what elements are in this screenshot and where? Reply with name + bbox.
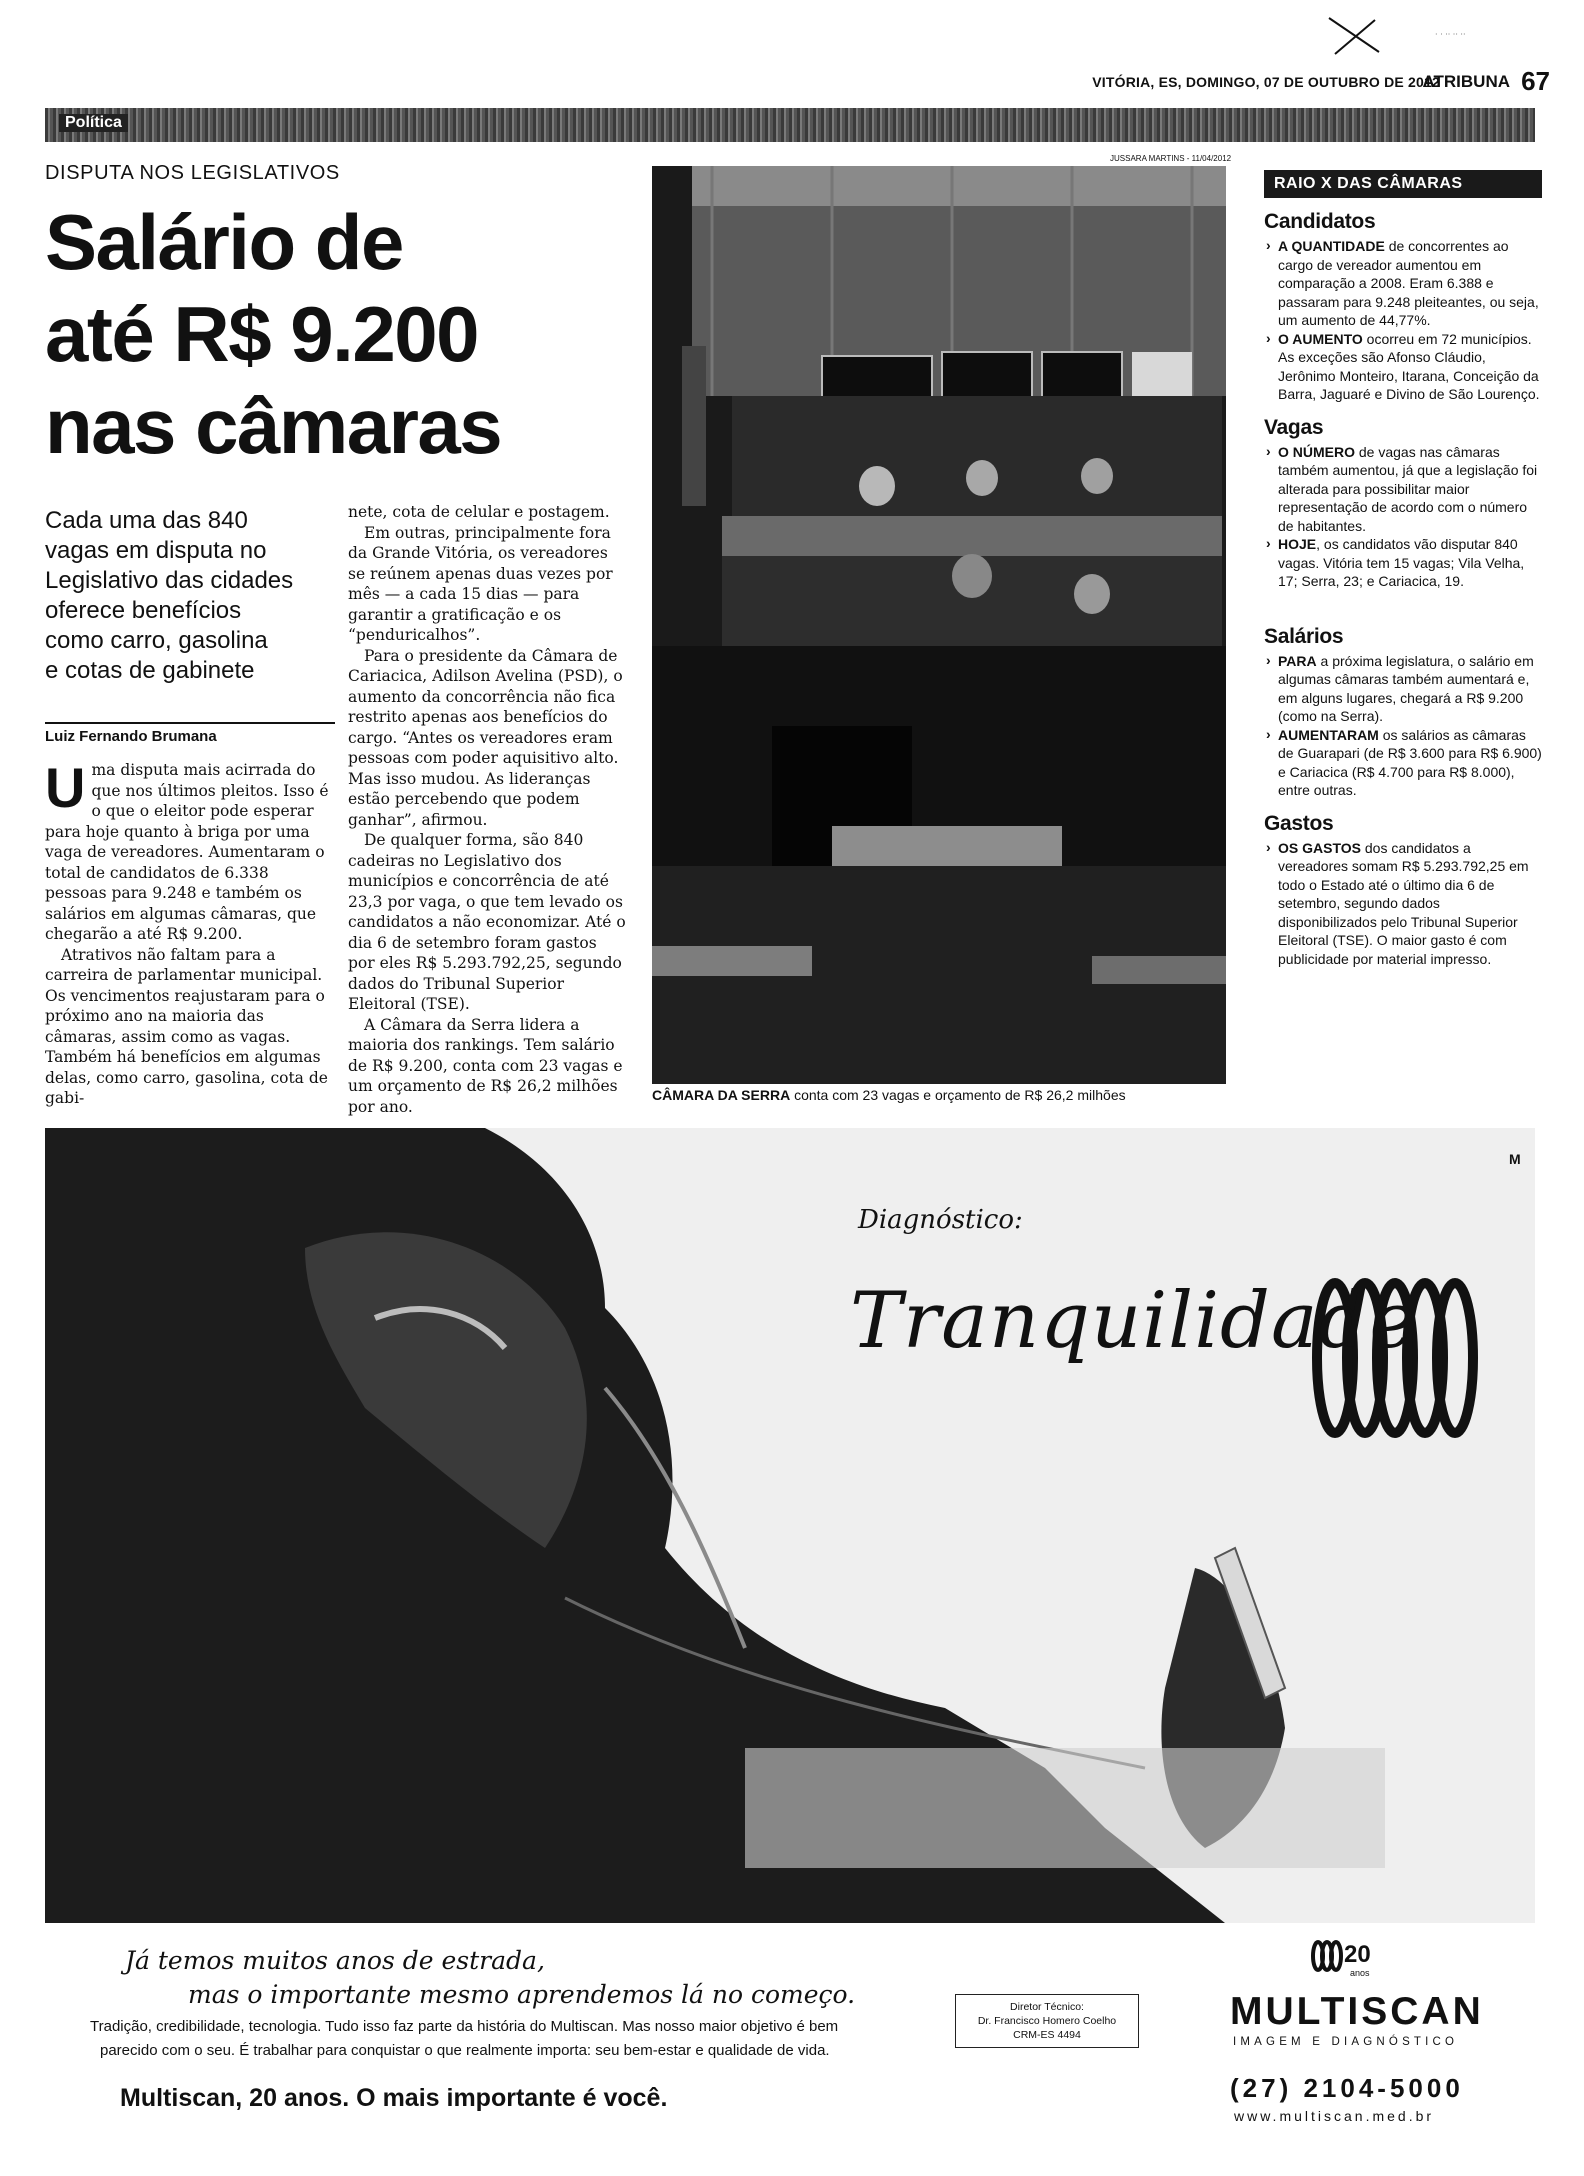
sidebar-title: RAIO X DAS CÂMARAS <box>1264 170 1542 198</box>
director-crm: CRM-ES 4494 <box>1013 2029 1081 2041</box>
section-tag: Política <box>59 114 128 132</box>
issue-date: VITÓRIA, ES, DOMINGO, 07 DE OUTUBRO DE 2012 <box>1092 74 1440 90</box>
raio-x-sidebar <box>1264 170 1542 968</box>
paragraph: A Câmara da Serra lidera a maioria dos rankings. Tem salário de R$ 9.200, conta com 23 vagas e um orçamento de R$ 26,2 milhões por ano. <box>348 1015 623 1116</box>
ad-closing-line: Multiscan, 20 anos. O mais importante é você. <box>120 2084 668 2112</box>
paragraph: De qualquer forma, são 840 cadeiras no Legislativo dos municípios e concorrência de até 23,3 por vaga, o que tem levado os candidatos a não economizar. Até o dia 6 de setembro foram gastos por eles R$ 5.293.792,25, segundo dados do Tribunal Superior Eleitoral (TSE). <box>348 831 626 1013</box>
item-lead: O NÚMERO <box>1278 443 1355 460</box>
ad-body-line: Tradição, credibilidade, tecnologia. Tudo isso faz parte da história do Multiscan. Mas nosso maior objetivo é bem <box>90 2018 839 2035</box>
item-text: de vagas nas câmaras também aumentou, já que a legislação foi alterada para possibilitar maior representação de acordo com o número de habitantes. <box>1278 443 1538 534</box>
website: www.multiscan.med.br <box>1234 2108 1435 2124</box>
badge-label: anos <box>1350 1968 1370 1978</box>
paragraph-text: ma disputa mais acirrada do que nos últimos pleitos. Isso é o que o eleitor pode esperar para hoje quanto à briga por uma vaga de vereadores. Aumentaram o total de candidatos de 6.338 pessoas para 9.248 e também os salários em algumas câmaras, que chegarão a até R$ 9.200. <box>45 761 329 943</box>
sidebar-heading: Gastos <box>1264 811 1334 835</box>
ad-photo <box>45 1128 1535 1923</box>
deck-line: como carro, gasolina <box>45 627 268 654</box>
deck-line: Cada uma das 840 <box>45 507 248 534</box>
handwritten-x-mark <box>1325 14 1385 59</box>
sidebar-item <box>1264 237 1542 330</box>
article-headline <box>45 196 645 472</box>
paragraph <box>45 756 335 945</box>
item-text: a próxima legislatura, o salário em algumas câmaras também aumentará e, em alguns lugares, chegará a R$ 9.200 (como na Serra). <box>1278 652 1534 724</box>
sidebar-item <box>1264 443 1542 536</box>
item-text: de concorrentes ao cargo de vereador aumentou em comparação a 2008. Eram 6.388 e passaram para 9.248 pleiteantes, ou seja, um aumento de 44,77%. <box>1278 238 1539 328</box>
sidebar-heading: Vagas <box>1264 415 1324 439</box>
sidebar-item <box>1264 330 1542 404</box>
deck-line: oferece benefícios <box>45 597 242 624</box>
ad-body-line: parecido com o seu. É trabalhar para conquistar o que realmente importa: seu bem-estar e qualidade de vida. <box>100 2042 830 2059</box>
article-byline: Luiz Fernando Brumana <box>45 722 335 745</box>
section-bar <box>45 108 1535 142</box>
item-lead: AUMENTARAM <box>1278 726 1379 743</box>
paragraph: Em outras, principalmente fora da Grande Vitória, os vereadores se reúnem apenas duas vezes por mês — a cada 15 dias — para garantir a gratificação e os “penduricalhos”. <box>348 523 613 644</box>
newspaper-name: ATRIBUNA <box>1422 72 1510 91</box>
article-kicker: DISPUTA NOS LEGISLATIVOS <box>45 162 340 184</box>
drop-cap: U <box>45 756 86 819</box>
20-anos-badge-icon <box>1310 1934 1382 1982</box>
paragraph: Para o presidente da Câmara de Cariacica, Adilson Avelina (PSD), o aumento da concorrência não fica restrito apenas aos benefícios do cargo. “Antes os vereadores eram pessoas com poder aquisitivo alto. Mas isso mudou. As lideranças estão percebendo que podem ganhar”, afirmou. <box>348 646 623 829</box>
ad-script-line: Já temos muitos anos de estrada, <box>125 1946 545 1975</box>
sidebar-item <box>1264 535 1542 591</box>
item-text: os salários as câmaras de Guarapari (de R$ 3.600 para R$ 6.900) e Cariacica (R$ 4.700 para R$ 8.000), entre outras. <box>1278 726 1542 798</box>
article-deck <box>45 506 335 686</box>
ad-corner-mark: M <box>1509 1151 1521 1167</box>
ad-tagline: Diagnóstico: <box>858 1205 1023 1235</box>
item-text: ocorreu em 72 municípios. As exceções são Afonso Cláudio, Jerônimo Monteiro, Itarana, Conceição da Barra, Jaguaré e Divino de São Lourenço. <box>1278 330 1540 402</box>
director-name: Dr. Francisco Homero Coelho <box>977 2015 1117 2027</box>
chamber-photo <box>652 166 1226 1084</box>
scan-marks: · · ·· ·· ·· <box>1435 30 1466 39</box>
sidebar-item <box>1264 652 1542 726</box>
resting-person-illustration <box>45 1128 1535 1923</box>
sidebar-heading: Salários <box>1264 624 1344 648</box>
article-column-2 <box>348 502 628 1117</box>
item-lead: HOJE <box>1278 536 1317 552</box>
phone-number: (27) 2104-5000 <box>1230 2073 1464 2103</box>
item-text: , os candidatos vão disputar 840 vagas. Vitória tem 15 vagas; Vila Velha, 17; Serra, 23; e Cariacica, 19. <box>1278 536 1525 589</box>
deck-line: e cotas de gabinete <box>45 657 255 684</box>
sidebar-item <box>1264 839 1542 969</box>
caption-text: conta com 23 vagas e orçamento de R$ 26,2 milhões <box>790 1087 1126 1103</box>
item-lead: PARA <box>1278 652 1317 669</box>
headline-line: nas câmaras <box>45 382 502 470</box>
photo-caption <box>652 1087 1126 1103</box>
photo-credit: JUSSARA MARTINS - 11/04/2012 <box>1110 154 1232 163</box>
item-text: dos candidatos a vereadores somam R$ 5.293.792,25 em todo o Estado até o último dia 6 de setembro, segundo dados disponibilizados pelo Tribunal Superior Eleitoral (TSE). O maior gasto é com publicidade por material impresso. <box>1278 839 1529 967</box>
director-box <box>955 1994 1139 2048</box>
masthead <box>1050 66 1550 96</box>
deck-line: vagas em disputa no <box>45 537 267 564</box>
page-number: 67 <box>1521 66 1550 96</box>
deck-line: Legislativo das cidades <box>45 567 294 594</box>
headline-line: até R$ 9.200 <box>45 290 478 378</box>
multiscan-advertisement <box>0 1128 1584 2176</box>
item-lead: OS GASTOS <box>1278 839 1361 856</box>
brand-logo-text: MULTISCAN <box>1230 1990 1484 2033</box>
sidebar-heading: Candidatos <box>1264 210 1376 233</box>
caption-lead: CÂMARA DA SERRA <box>652 1087 791 1103</box>
director-title: Diretor Técnico: <box>1010 2001 1084 2013</box>
item-lead: A QUANTIDADE <box>1278 238 1385 254</box>
article-column-1 <box>45 756 335 1109</box>
chamber-photo-illustration <box>652 166 1226 1084</box>
badge-number: 20 <box>1344 1941 1371 1968</box>
paragraph: Atrativos não faltam para a carreira de parlamentar municipal. Os vencimentos reajustaram para o próximo ano na maioria das câmaras, assim como as vagas. Também há benefícios em algumas delas, como carro, gasolina, cota de gabi- <box>45 945 328 1107</box>
ad-script-line: mas o importante mesmo aprendemos lá no começo. <box>188 1980 856 2009</box>
ad-headline: Tranquilidade <box>850 1276 1417 1366</box>
headline-line: Salário de <box>45 198 403 286</box>
spacer <box>1264 591 1542 613</box>
paragraph: nete, cota de celular e postagem. <box>348 503 610 521</box>
sidebar-item <box>1264 726 1542 800</box>
item-lead: O AUMENTO <box>1278 330 1363 347</box>
brand-subtitle: IMAGEM E DIAGNÓSTICO <box>1233 2036 1459 2048</box>
